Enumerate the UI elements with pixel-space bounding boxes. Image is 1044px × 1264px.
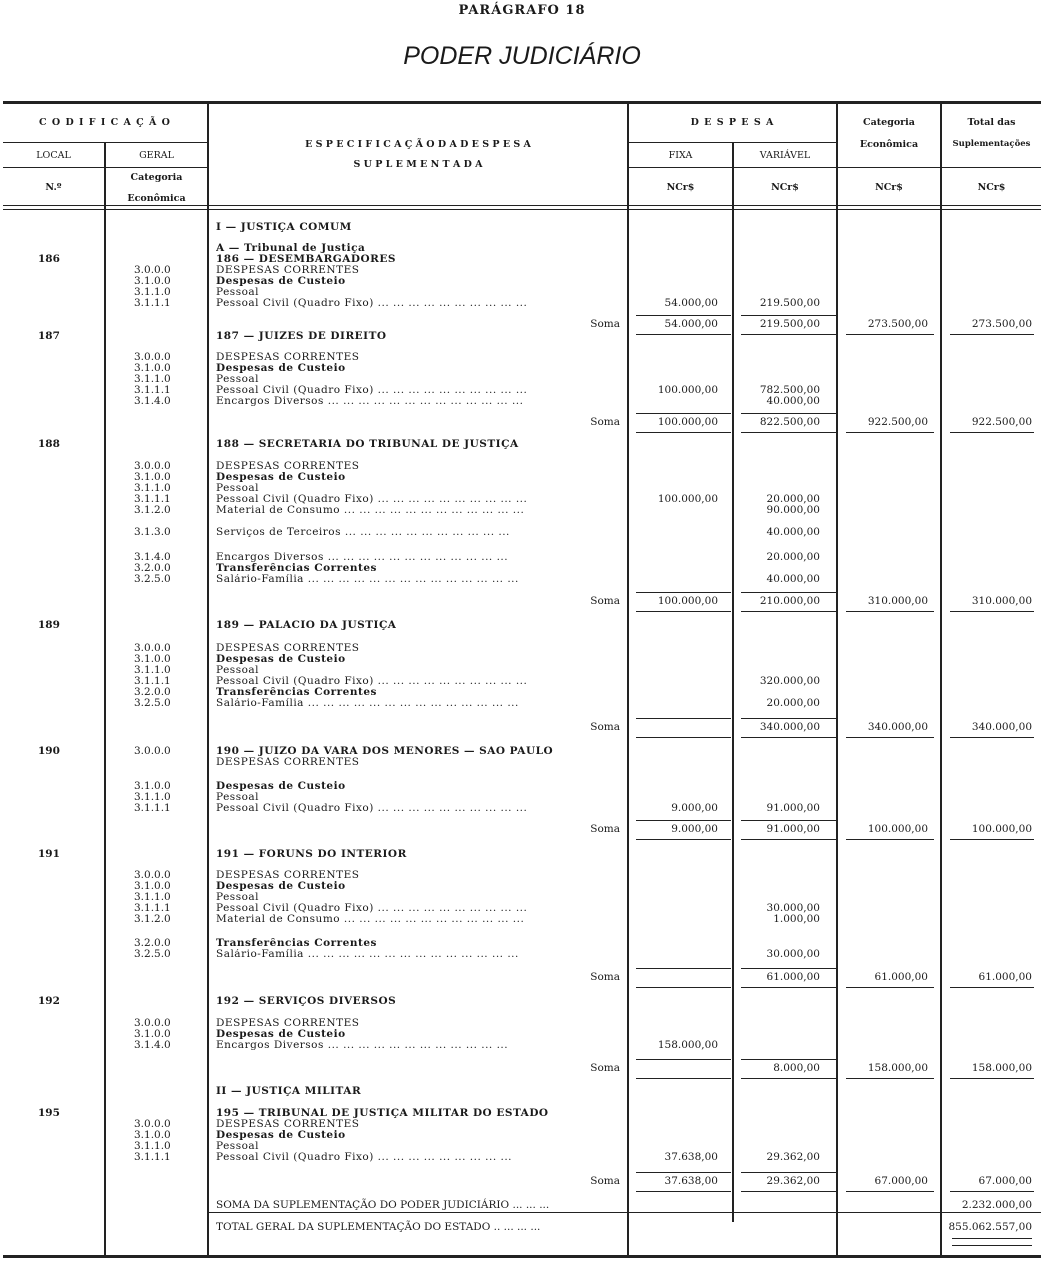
total-value: 67.000,00	[978, 1175, 1032, 1187]
total-value: 61.000,00	[978, 971, 1032, 983]
geral-code: 3.1.1.0	[134, 482, 171, 494]
fixa-value: 54.000,00	[664, 297, 718, 309]
soma-underline-fixa	[636, 1078, 731, 1079]
total-value: 922.500,00	[971, 416, 1032, 428]
total-value: 273.500,00	[971, 318, 1032, 330]
codificacao-heading: C O D I F I C A Ç Ã O	[39, 117, 171, 128]
total-underline-2	[952, 1245, 1032, 1246]
total-value: 310.000,00	[971, 595, 1032, 607]
soma-suplementacao-label: SOMA DA SUPLEMENTAÇÃO DO PODER JUDICIÁRIO ... ... ...	[216, 1199, 550, 1211]
numero-heading: N.º	[45, 182, 62, 193]
geral-code: 3.0.0.0	[134, 351, 171, 363]
local-code: 188	[38, 438, 60, 450]
specification-text: Despesas de Custeio	[216, 276, 346, 287]
geral-code: 3.1.1.0	[134, 373, 171, 385]
soma-underline-variavel	[741, 737, 836, 738]
specification-text: 190 — JUIZO DA VARA DOS MENORES — SÃO PAULO	[216, 746, 554, 757]
specification-text: Serviços de Terceiros ... ... ... ... ... ... ... ... ... ... ...	[216, 527, 510, 538]
totals-rule	[209, 1212, 1041, 1213]
total-value: 340.000,00	[971, 721, 1032, 733]
soma-rule-fixa	[636, 1059, 731, 1060]
variavel-value: 20.000,00	[766, 697, 820, 709]
soma-underline-total	[950, 839, 1034, 840]
soma-underline-variavel	[741, 334, 836, 335]
geral-code: 3.1.0.0	[134, 275, 171, 287]
categoria-economica-heading-2: Econômica	[859, 139, 919, 150]
variavel-value: 320.000,00	[759, 675, 820, 687]
specification-text: DESPESAS CORRENTES	[216, 265, 360, 276]
soma-rule-variavel	[741, 592, 836, 593]
variavel-value: 91.000,00	[766, 823, 820, 835]
categoria-value: 61.000,00	[874, 971, 928, 983]
soma-rule-fixa	[636, 968, 731, 969]
specification-text: DESPESAS CORRENTES	[216, 870, 360, 881]
variavel-value: 8.000,00	[773, 1062, 820, 1074]
fixa-value: 37.638,00	[664, 1151, 718, 1163]
ncr-rule	[628, 167, 1041, 168]
geral-code: 3.1.0.0	[134, 880, 171, 892]
specification-text: Pessoal Civil (Quadro Fixo) ... ... ... ... ... ... ... ... ... ...	[216, 803, 528, 814]
specification-text: Despesas de Custeio	[216, 472, 346, 483]
col-rule-espec	[627, 104, 629, 1255]
total-underline-1	[952, 1238, 1032, 1239]
geral-code: 3.2.0.0	[134, 686, 171, 698]
col-rule-local	[104, 142, 106, 1255]
specification-text: Pessoal	[216, 892, 260, 903]
fixa-heading: FIXA	[668, 150, 693, 161]
ncr-total-heading: NCr$	[977, 182, 1006, 193]
geral-code: 3.1.2.0	[134, 913, 171, 925]
soma-underline-categoria	[846, 611, 934, 612]
total-value: 100.000,00	[971, 823, 1032, 835]
soma-underline-total	[950, 334, 1034, 335]
soma-rule-fixa	[636, 413, 731, 414]
soma-rule-fixa	[636, 820, 731, 821]
geral-code: 3.1.1.1	[134, 493, 171, 505]
bottom-rule	[3, 1255, 1041, 1258]
geral-code: 3.1.1.1	[134, 802, 171, 814]
specification-text: Pessoal	[216, 374, 260, 385]
geral-heading: GERAL	[139, 150, 174, 161]
soma-underline-total	[950, 1191, 1034, 1192]
soma-underline-categoria	[846, 839, 934, 840]
variavel-value: 90.000,00	[766, 504, 820, 516]
specification-text: Despesas de Custeio	[216, 654, 346, 665]
categoria-value: 310.000,00	[867, 595, 928, 607]
variavel-value: 40.000,00	[766, 573, 820, 585]
specification-text: Despesas de Custeio	[216, 1029, 346, 1040]
geral-code: 3.1.1.1	[134, 1151, 171, 1163]
specification-text: Pessoal Civil (Quadro Fixo) ... ... ... ... ... ... ... ... ... ...	[216, 385, 528, 396]
soma-underline-total	[950, 432, 1034, 433]
geral-code: 3.2.0.0	[134, 937, 171, 949]
ncr-variavel-heading: NCr$	[771, 182, 799, 193]
geral-code: 3.1.1.1	[134, 297, 171, 309]
specification-text: Pessoal	[216, 665, 260, 676]
specification-text: Pessoal	[216, 1141, 260, 1152]
specification-text: Encargos Diversos ... ... ... ... ... ... ... ... ... ... ... ...	[216, 552, 509, 563]
soma-rule-variavel	[741, 1059, 836, 1060]
total-heading-2: Suplementações	[952, 139, 1031, 149]
specification-text: Despesas de Custeio	[216, 1130, 346, 1141]
soma-underline-variavel	[741, 611, 836, 612]
categoria-value: 67.000,00	[874, 1175, 928, 1187]
soma-rule-variavel	[741, 413, 836, 414]
soma-label: Soma	[590, 595, 620, 607]
soma-underline-fixa	[636, 987, 731, 988]
ncr-categoria-heading: NCr$	[875, 182, 903, 193]
variavel-value: 210.000,00	[759, 595, 820, 607]
soma-label: Soma	[590, 971, 620, 983]
specification-text: 188 — SECRETARIA DO TRIBUNAL DE JUSTIÇA	[216, 439, 519, 450]
geral-code: 3.2.5.0	[134, 697, 171, 709]
variavel-value: 29.362,00	[766, 1175, 820, 1187]
local-code: 191	[38, 848, 60, 860]
specification-text: Pessoal	[216, 792, 260, 803]
specification-text: Despesas de Custeio	[216, 881, 346, 892]
categoria-value: 922.500,00	[867, 416, 928, 428]
soma-rule-fixa	[636, 1172, 731, 1173]
variavel-value: 1.000,00	[773, 913, 820, 925]
paragraph-heading: PARÁGRAFO 18	[458, 3, 586, 18]
soma-underline-categoria	[846, 334, 934, 335]
soma-rule-variavel	[741, 1172, 836, 1173]
geral-code: 3.0.0.0	[134, 264, 171, 276]
variavel-value: 30.000,00	[766, 948, 820, 960]
soma-underline-fixa	[636, 334, 731, 335]
categoria-value: 158.000,00	[867, 1062, 928, 1074]
specification-text: Salário-Família ... ... ... ... ... ... ... ... ... ... ... ... ... ...	[216, 949, 519, 960]
soma-label: Soma	[590, 416, 620, 428]
variavel-value: 40.000,00	[766, 395, 820, 407]
soma-underline-variavel	[741, 987, 836, 988]
geral-code: 3.1.1.1	[134, 902, 171, 914]
specification-text: 191 — FORUNS DO INTERIOR	[216, 849, 407, 860]
soma-rule-variavel	[741, 820, 836, 821]
specification-text: Despesas de Custeio	[216, 363, 346, 374]
geral-code: 3.1.1.0	[134, 891, 171, 903]
soma-rule-fixa	[636, 718, 731, 719]
specification-text: Transferências Correntes	[216, 687, 377, 698]
specification-text: Encargos Diversos ... ... ... ... ... ... ... ... ... ... ... ...	[216, 1040, 509, 1051]
variavel-value: 61.000,00	[766, 971, 820, 983]
soma-rule-variavel	[741, 315, 836, 316]
geral-code: 3.1.4.0	[134, 1039, 171, 1051]
local-code: 195	[38, 1107, 60, 1119]
categoria-value: 100.000,00	[867, 823, 928, 835]
specification-text: 186 — DESEMBARGADORES	[216, 254, 396, 265]
soma-underline-fixa	[636, 839, 731, 840]
specification-text: Salário-Família ... ... ... ... ... ... ... ... ... ... ... ... ... ...	[216, 698, 519, 709]
local-heading: LOCAL	[36, 150, 71, 161]
specification-text: A — Tribunal de Justiça	[216, 243, 366, 254]
categoria-value: 340.000,00	[867, 721, 928, 733]
fixa-value: 100.000,00	[657, 384, 718, 396]
soma-rule-variavel	[741, 968, 836, 969]
soma-label: Soma	[590, 823, 620, 835]
soma-underline-variavel	[741, 1191, 836, 1192]
geral-code: 3.1.1.0	[134, 791, 171, 803]
soma-underline-total	[950, 987, 1034, 988]
soma-label: Soma	[590, 721, 620, 733]
fixa-value: 54.000,00	[664, 318, 718, 330]
top-rule	[3, 101, 1041, 104]
geral-code: 3.2.0.0	[134, 562, 171, 574]
total-geral-label: TOTAL GERAL DA SUPLEMENTAÇÃO DO ESTADO .. ... ... ...	[216, 1221, 541, 1233]
geral-code: 3.1.4.0	[134, 551, 171, 563]
geral-code: 3.2.5.0	[134, 573, 171, 585]
local-code: 189	[38, 619, 60, 631]
soma-underline-categoria	[846, 432, 934, 433]
geral-code: 3.1.0.0	[134, 1028, 171, 1040]
variavel-value: 40.000,00	[766, 526, 820, 538]
soma-underline-fixa	[636, 432, 731, 433]
categoria-value: 273.500,00	[867, 318, 928, 330]
specification-text: DESPESAS CORRENTES	[216, 757, 360, 768]
categoria-economica-heading-1: Categoria	[863, 117, 915, 128]
variavel-value: 219.500,00	[759, 297, 820, 309]
soma-underline-variavel	[741, 1078, 836, 1079]
specification-text: DESPESAS CORRENTES	[216, 352, 360, 363]
variavel-value: 91.000,00	[766, 802, 820, 814]
specification-text: DESPESAS CORRENTES	[216, 461, 360, 472]
ncr-fixa-heading: NCr$	[666, 182, 695, 193]
variavel-heading: VARIÁVEL	[759, 150, 811, 161]
geral-code: 3.0.0.0	[134, 1017, 171, 1029]
geral-code: 3.1.0.0	[134, 1129, 171, 1141]
fixa-value: 9.000,00	[671, 802, 718, 814]
fixa-value: 9.000,00	[671, 823, 718, 835]
page-title: PODER JUDICIÁRIO	[403, 42, 641, 70]
specification-text: 192 — SERVIÇOS DIVERSOS	[216, 996, 397, 1007]
soma-underline-categoria	[846, 737, 934, 738]
col-rule-variavel	[836, 104, 838, 1255]
local-code: 190	[38, 745, 60, 757]
geral-code: 3.1.4.0	[134, 395, 171, 407]
header-rule-1	[3, 205, 1041, 206]
soma-underline-total	[950, 1078, 1034, 1079]
header-rule-2	[3, 209, 1041, 210]
soma-underline-categoria	[846, 987, 934, 988]
specification-text: Pessoal	[216, 483, 260, 494]
specification-text: 195 — TRIBUNAL DE JUSTIÇA MILITAR DO ESTADO	[216, 1108, 549, 1119]
soma-underline-fixa	[636, 611, 731, 612]
soma-underline-fixa	[636, 737, 731, 738]
geral-code: 3.0.0.0	[134, 460, 171, 472]
specification-text: DESPESAS CORRENTES	[216, 1018, 360, 1029]
total-heading-1: Total das	[967, 117, 1016, 128]
specification-text: Transferências Correntes	[216, 563, 377, 574]
specification-text: Encargos Diversos ... ... ... ... ... ... ... ... ... ... ... ... ...	[216, 396, 524, 407]
especificacao-heading-1: E S P E C I F I C A Ç Ã O D A D E S P E S A	[305, 139, 531, 150]
geral-code: 3.1.0.0	[134, 471, 171, 483]
local-code: 186	[38, 253, 60, 265]
geral-code: 3.0.0.0	[134, 869, 171, 881]
soma-label: Soma	[590, 318, 620, 330]
local-code: 192	[38, 995, 60, 1007]
geral-code: 3.1.1.0	[134, 664, 171, 676]
geral-code: 3.1.0.0	[134, 780, 171, 792]
geral-code: 3.1.2.0	[134, 504, 171, 516]
fixa-value: 100.000,00	[657, 493, 718, 505]
geral-code: 3.1.1.1	[134, 675, 171, 687]
soma-underline-variavel	[741, 839, 836, 840]
soma-suplementacao-value: 2.232.000,00	[961, 1199, 1032, 1211]
local-code: 187	[38, 330, 60, 342]
col-rule-geral	[207, 104, 209, 1255]
specification-text: Pessoal Civil (Quadro Fixo) ... ... ... ... ... ... ... ... ... ...	[216, 494, 528, 505]
economica-heading: Econômica	[127, 193, 186, 204]
geral-code: 3.1.1.1	[134, 384, 171, 396]
variavel-value: 822.500,00	[759, 416, 820, 428]
col-rule-categoria	[940, 104, 942, 1255]
soma-rule-variavel	[741, 718, 836, 719]
variavel-value: 219.500,00	[759, 318, 820, 330]
soma-underline-categoria	[846, 1078, 934, 1079]
specification-text: 187 — JUÍZES DE DIREITO	[216, 331, 387, 342]
variavel-value: 29.362,00	[766, 1151, 820, 1163]
geral-code: 3.1.1.0	[134, 1140, 171, 1152]
variavel-value: 782.500,00	[759, 384, 820, 396]
specification-text: DESPESAS CORRENTES	[216, 643, 360, 654]
specification-text: Pessoal Civil (Quadro Fixo) ... ... ... ... ... ... ... ... ... ...	[216, 298, 528, 309]
variavel-value: 20.000,00	[766, 551, 820, 563]
categoria-heading: Categoria	[130, 172, 183, 183]
variavel-value: 340.000,00	[759, 721, 820, 733]
especificacao-heading-2: S U P L E M E N T A D A	[353, 159, 483, 170]
geral-code: 3.0.0.0	[134, 745, 171, 757]
specification-text: Pessoal Civil (Quadro Fixo) ... ... ... ... ... ... ... ... ... ...	[216, 676, 528, 687]
specification-text: Material de Consumo ... ... ... ... ... ... ... ... ... ... ... ...	[216, 914, 525, 925]
specification-text: I — JUSTIÇA COMUM	[216, 222, 352, 233]
specification-text: 189 — PALÁCIO DA JUSTIÇA	[216, 620, 397, 631]
soma-rule-fixa	[636, 315, 731, 316]
soma-underline-variavel	[741, 432, 836, 433]
total-geral-value: 855.062.557,00	[948, 1221, 1032, 1233]
soma-underline-total	[950, 737, 1034, 738]
soma-underline-total	[950, 611, 1034, 612]
soma-label: Soma	[590, 1175, 620, 1187]
specification-text: II — JUSTIÇA MILITAR	[216, 1086, 362, 1097]
geral-code: 3.0.0.0	[134, 642, 171, 654]
geral-code: 3.1.1.0	[134, 286, 171, 298]
geral-code: 3.1.0.0	[134, 653, 171, 665]
geral-code: 3.2.5.0	[134, 948, 171, 960]
geral-code: 3.1.0.0	[134, 362, 171, 374]
col-rule-fixa	[732, 142, 734, 1222]
soma-underline-fixa	[636, 1191, 731, 1192]
fixa-value: 158.000,00	[657, 1039, 718, 1051]
variavel-value: 20.000,00	[766, 493, 820, 505]
fixa-value: 100.000,00	[657, 416, 718, 428]
fixa-value: 100.000,00	[657, 595, 718, 607]
soma-rule-fixa	[636, 592, 731, 593]
geral-code: 3.0.0.0	[134, 1118, 171, 1130]
despesa-heading: D E S P E S A	[690, 117, 775, 128]
fixa-value: 37.638,00	[664, 1175, 718, 1187]
specification-text: Salário-Família ... ... ... ... ... ... ... ... ... ... ... ... ... ...	[216, 574, 519, 585]
specification-text: Despesas de Custeio	[216, 781, 346, 792]
specification-text: Transferências Correntes	[216, 938, 377, 949]
total-value: 158.000,00	[971, 1062, 1032, 1074]
specification-text: Pessoal Civil (Quadro Fixo) ... ... ... ... ... ... ... ... ... ...	[216, 903, 528, 914]
geral-code: 3.1.3.0	[134, 526, 171, 538]
variavel-value: 30.000,00	[766, 902, 820, 914]
soma-label: Soma	[590, 1062, 620, 1074]
specification-text: DESPESAS CORRENTES	[216, 1119, 360, 1130]
specification-text: Pessoal Civil (Quadro Fixo) ... ... ... ... ... ... ... ... ...	[216, 1152, 513, 1163]
soma-underline-categoria	[846, 1191, 934, 1192]
specification-text: Material de Consumo ... ... ... ... ... ... ... ... ... ... ... ...	[216, 505, 525, 516]
specification-text: Pessoal	[216, 287, 260, 298]
